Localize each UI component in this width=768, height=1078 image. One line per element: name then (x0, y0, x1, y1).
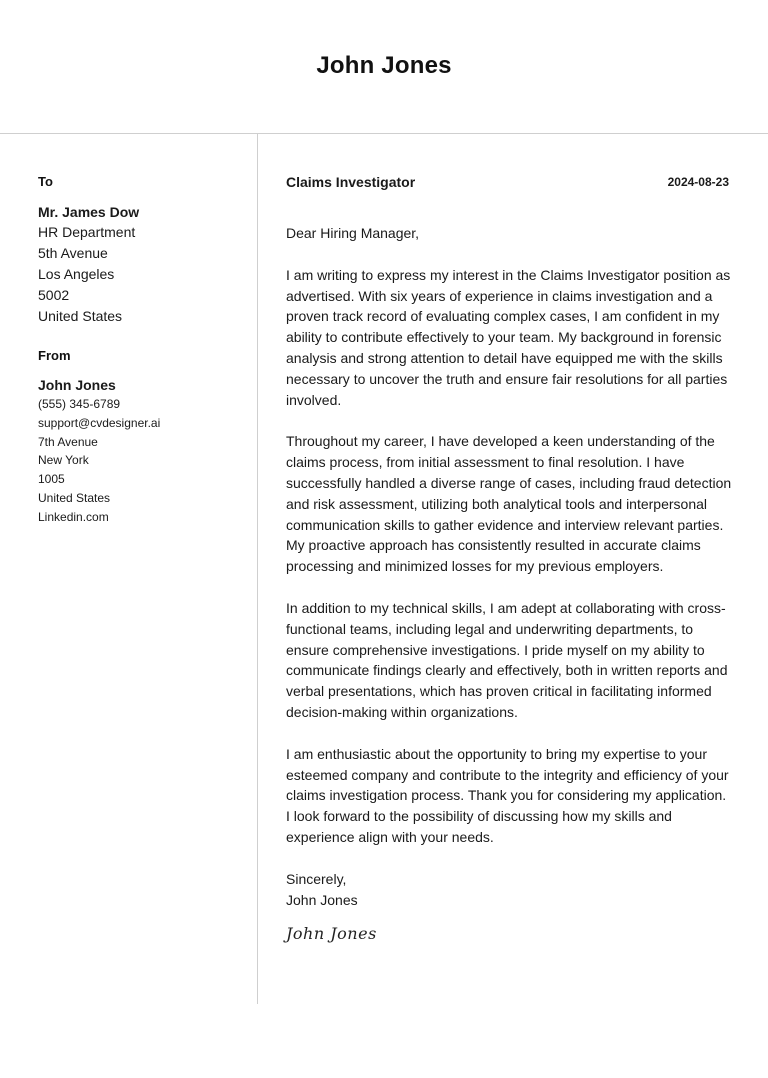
sender-postal-code: 1005 (38, 472, 65, 487)
recipient-country: United States (38, 308, 123, 324)
to-label: To (38, 174, 53, 189)
recipient-department: HR Department (38, 224, 136, 240)
applicant-name-title: John Jones (316, 52, 452, 79)
page-header (0, 0, 768, 134)
paragraph-1: I am writing to express my interest in the Claims Investigator position as advertised. With six years of experience in claims investigation and a proven track record of evaluating complex cases, I am confident in my ability to contribute effectively to your team. My background in forensic analysis and strong attention to detail have equipped me with the skills necessary to uncover the truth and ensure fair resolutions for all parties involved. (286, 266, 731, 408)
sender-email: support@cvdesigner.ai (38, 415, 161, 430)
salutation: Dear Hiring Manager, (286, 225, 420, 241)
paragraph-4: I am enthusiastic about the opportunity to bring my expertise to your esteemed company and contribute to the integrity and efficiency of your claims investigation process. Thank you for considering my application. I look forward to the possibility of discussing how my skills and experience align with your needs. (286, 745, 729, 845)
sender-phone: (555) 345-6789 (38, 397, 121, 411)
sender-name: John Jones (38, 377, 116, 393)
letter-date: 2024-08-23 (667, 175, 729, 189)
paragraph-2: Throughout my career, I have developed a keen understanding of the claims process, from initial assessment to final resolution. I have successfully handled a diverse range of cases, including fraud detection and risk assessment, utilizing both analytical tools and interpersonal communication skills to gather evidence and interview relevant parties. My proactive approach has consistently resulted in accurate claims processing and minimized losses for my previous employers. (286, 433, 732, 575)
recipient-name: Mr. James Dow (38, 204, 140, 220)
recipient-city: Los Angeles (38, 266, 115, 282)
recipient-postal-code: 5002 (38, 287, 70, 303)
letter-body (286, 172, 732, 943)
job-title: Claims Investigator (286, 174, 416, 190)
signature: John Jones (286, 924, 377, 944)
sender-country: United States (38, 490, 111, 505)
sender-street: 7th Avenue (38, 434, 98, 449)
header-divider (0, 133, 768, 134)
closing-name: John Jones (286, 891, 358, 908)
sender-linkedin: Linkedin.com (38, 509, 109, 524)
contact-sidebar (38, 172, 248, 527)
letter-heading (286, 172, 732, 192)
column-divider (257, 134, 258, 1004)
recipient-street: 5th Avenue (38, 245, 108, 261)
sender-city: New York (38, 453, 89, 468)
closing: Sincerely, (286, 870, 347, 887)
from-label: From (38, 348, 71, 363)
paragraph-3: In addition to my technical skills, I am adept at collaborating with cross-functional teams, including legal and underwriting departments, to ensure comprehensive investigations. I pride myself on my ability to communicate findings clearly and effectively, both in written reports and verbal presentations, which has proven critical in facilitating informed decision-making within organizations. (286, 599, 728, 720)
